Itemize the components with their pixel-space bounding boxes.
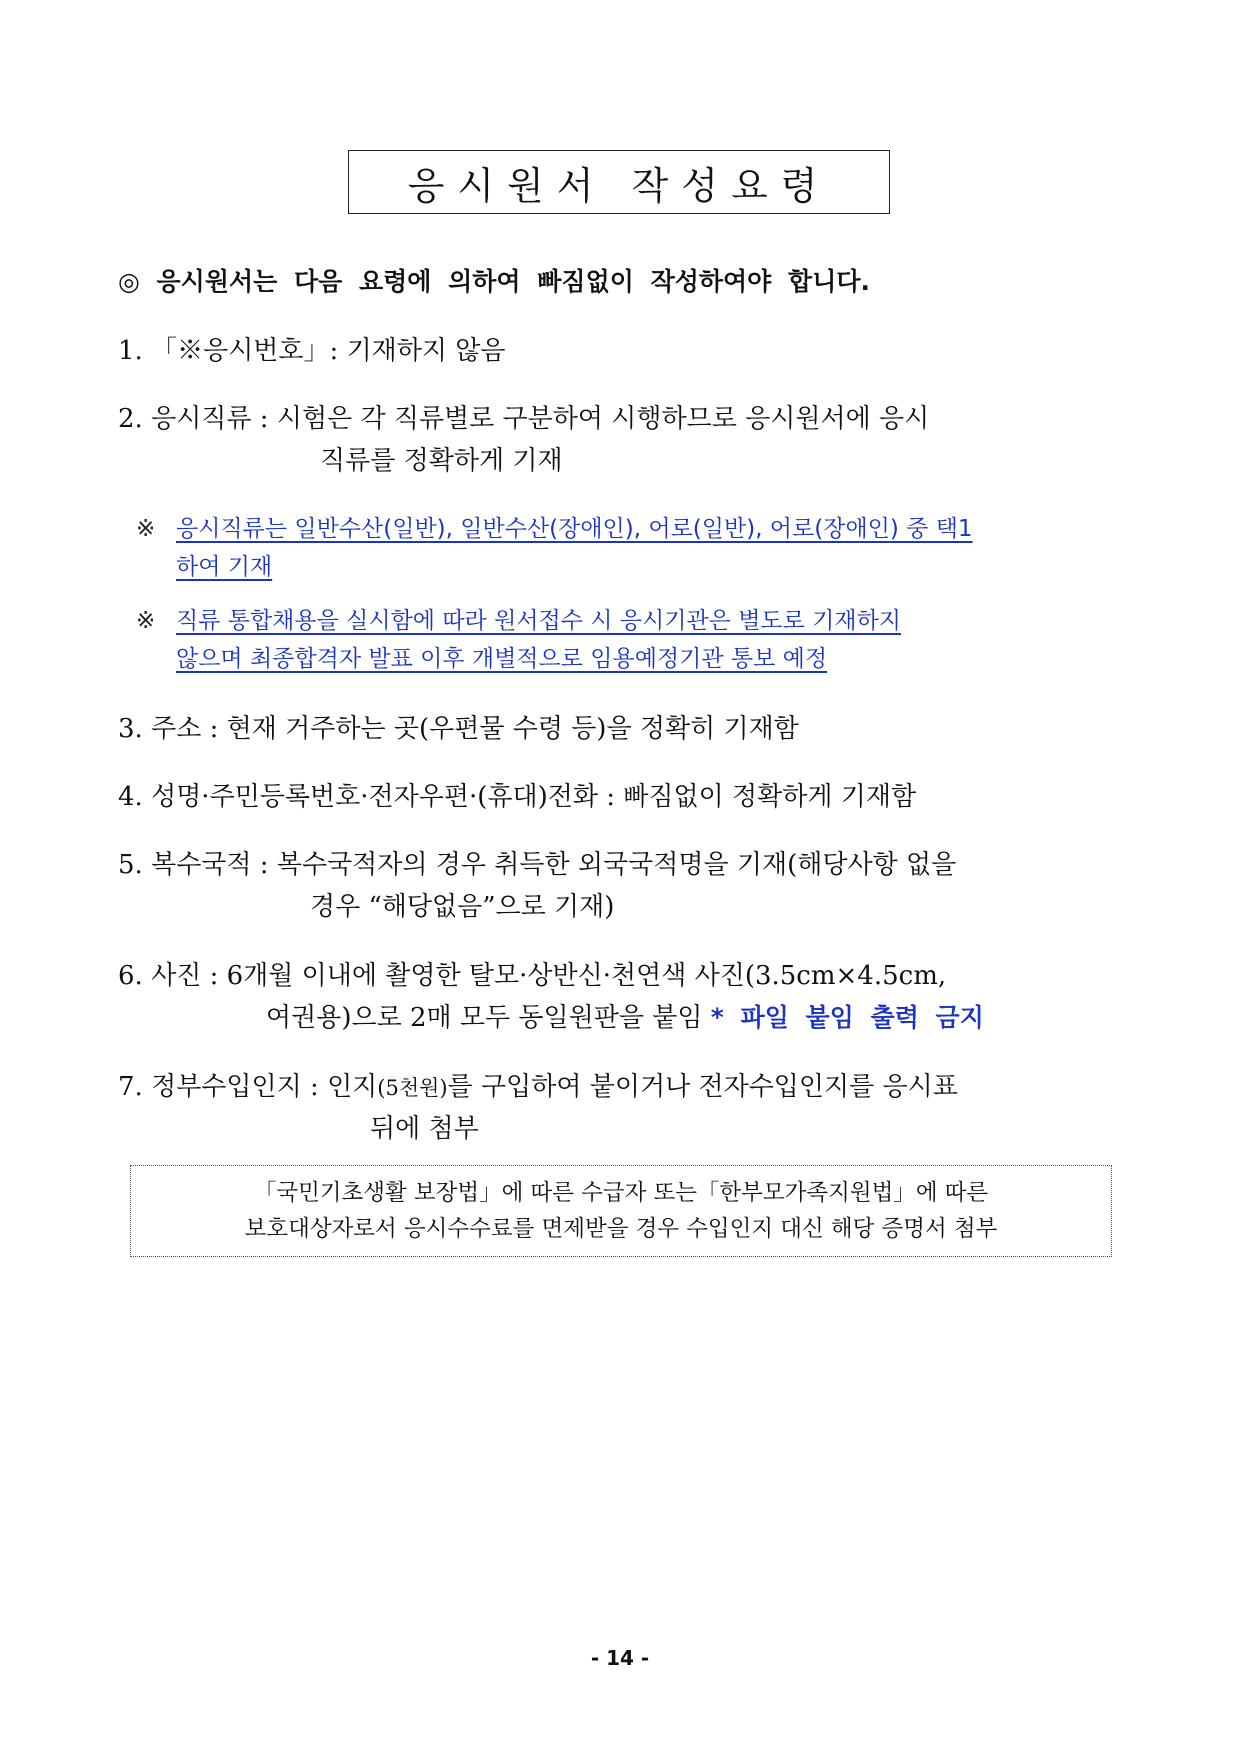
item-text: 응시직류 : 시험은 각 직류별로 구분하여 시행하므로 응시원서에 응시 xyxy=(151,404,930,434)
item-3 xyxy=(118,708,799,750)
item-number: 6. xyxy=(118,961,143,991)
page-title: 응시원서 작성요령 xyxy=(407,163,831,208)
note-text: 응시직류는 일반수산(일반), 일반수산(장애인), 어로(일반), 어로(장애인) 중 택1 xyxy=(176,516,973,542)
item-7-continuation: 뒤에 첨부 xyxy=(370,1114,479,1144)
item-text-small: (5천원) xyxy=(377,1076,448,1100)
item-number: 5. xyxy=(118,850,143,880)
note-1 xyxy=(136,510,973,580)
item-5 xyxy=(118,844,956,886)
item-text: 주소 : 현재 거주하는 곳(우편물 수령 등)을 정확히 기재함 xyxy=(151,714,799,744)
title-box xyxy=(348,150,890,214)
item-2-continuation: 직류를 정확하게 기재 xyxy=(320,446,563,476)
item-5-continuation: 경우 “해당없음”으로 기재) xyxy=(310,892,615,922)
item-text: 사진 : 6개월 이내에 촬영한 탈모·상반신·천연색 사진(3.5cm×4.5cm, xyxy=(151,961,947,991)
note-text-continuation: 않으며 최종합격자 발표 이후 개별적으로 임용예정기관 통보 예정 xyxy=(176,646,828,672)
item-text-continuation: 여권용)으로 2매 모두 동일원판을 붙임 xyxy=(266,1003,703,1033)
item-number: 3. xyxy=(118,714,143,744)
item-6-continuation xyxy=(266,997,984,1039)
note-text: 직류 통합채용을 실시함에 따라 원서접수 시 응시기관은 별도로 기재하지 xyxy=(176,608,902,634)
item-4 xyxy=(118,776,916,818)
note-mark: ※ xyxy=(136,608,156,634)
item-number: 7. xyxy=(118,1072,143,1102)
exemption-info-box xyxy=(130,1165,1112,1257)
item-number: 2. xyxy=(118,404,143,434)
note-text-continuation: 하여 기재 xyxy=(176,554,273,580)
print-warning: * 파일 붙임 출력 금지 xyxy=(710,1003,984,1032)
item-text: 를 구입하여 붙이거나 전자수입인지를 응시표 xyxy=(447,1072,958,1102)
item-7 xyxy=(118,1066,958,1109)
item-text: 「※응시번호」: 기재하지 않음 xyxy=(151,336,506,366)
item-text: 복수국적 : 복수국적자의 경우 취득한 외국국적명을 기재(해당사항 없을 xyxy=(151,850,957,880)
item-number: 4. xyxy=(118,782,143,812)
box-line-1: 「국민기초생활 보장법」에 따른 수급자 또는「한부모가족지원법」에 따른 xyxy=(253,1180,989,1206)
item-6 xyxy=(118,955,946,997)
item-text: 정부수입인지 : 인지 xyxy=(151,1072,378,1102)
item-1 xyxy=(118,330,506,372)
item-text: 성명·주민등록번호·전자우편·(휴대)전화 : 빠짐없이 정확하게 기재함 xyxy=(151,782,917,812)
notice-heading: ◎ 응시원서는 다음 요령에 의하여 빠짐없이 작성하여야 합니다. xyxy=(118,267,870,296)
note-mark: ※ xyxy=(136,516,156,542)
box-line-2: 보호대상자로서 응시수수료를 면제받을 경우 수입인지 대신 해당 증명서 첨부 xyxy=(244,1216,998,1242)
item-number: 1. xyxy=(118,336,143,366)
page-number: - 14 - xyxy=(590,1646,650,1670)
note-2 xyxy=(136,602,902,672)
item-2 xyxy=(118,398,929,440)
